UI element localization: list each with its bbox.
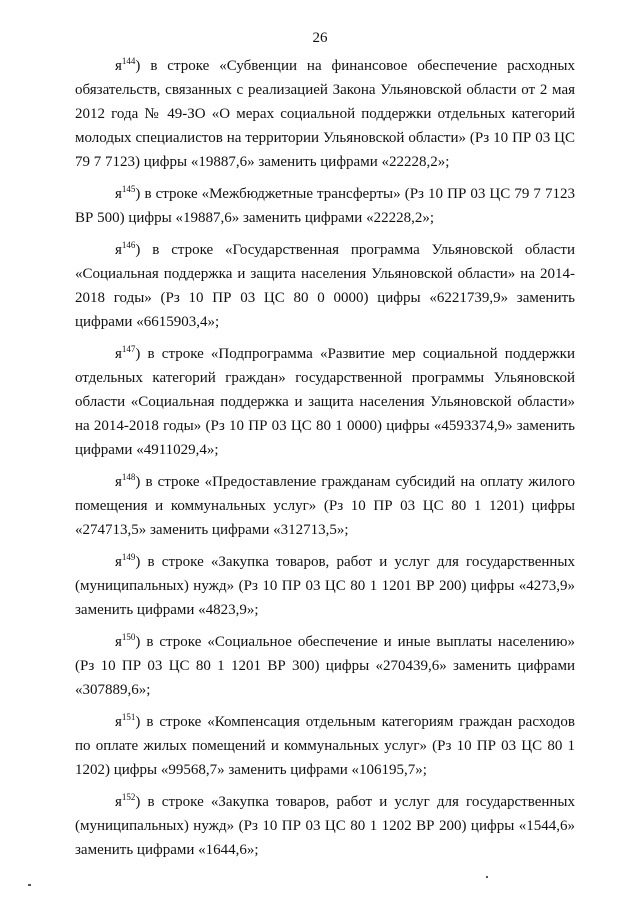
scan-speck	[28, 884, 31, 886]
amendment-item: $я^{152}$) в строке «Закупка товаров, работ и услуг для государственных (муниципальных) нужд» (Рз 10 ПР 03 ЦС 80 1 1202 ВР 200) цифры «1544,6» заменить цифрами «1644,6»;	[75, 792, 575, 858]
amendment-item: $я^{150}$) в строке «Социальное обеспечение и иные выплаты населению» (Рз 10 ПР 03 ЦС 80 1 1201 ВР 300) цифры «270439,6» заменить цифрами «307889,6»;	[75, 632, 575, 698]
page-number: 26	[312, 30, 328, 46]
amendment-item: $я^{147}$) в строке «Подпрограмма «Развитие мер социальной поддержки отдельных категорий граждан» государственной программы Ульяновской области «Социальная поддержка и защита населения Ульяновской области» на 2014-2018 годы» (Рз 10 ПР 03 ЦС 80 1 0000) цифры «4593374,9» заменить цифрами «4911029,4»;	[75, 344, 575, 458]
document-body	[75, 54, 575, 870]
amendment-item: $я^{148}$) в строке «Предоставление гражданам субсидий на оплату жилого помещения и коммунальных услуг» (Рз 10 ПР 03 ЦС 80 1 1201) цифры «274713,5» заменить цифрами «312713,5»;	[75, 472, 575, 538]
amendment-item: $я^{145}$) в строке «Межбюджетные трансферты» (Рз 10 ПР 03 ЦС 79 7 7123 ВР 500) цифры «19887,6» заменить цифрами «22228,2»;	[75, 184, 575, 226]
amendment-item: $я^{146}$) в строке «Государственная программа Ульяновской области «Социальная поддержка и защита населения Ульяновской области» на 2014-2018 годы» (Рз 10 ПР 03 ЦС 80 0 0000) цифры «6221739,9» заменить цифрами «6615903,4»;	[75, 240, 575, 330]
scan-speck	[486, 876, 488, 878]
amendment-item: $я^{144}$) в строке «Субвенции на финансовое обеспечение расходных обязательств, связанных с реализацией Закона Ульяновской области от 2 мая 2012 года № 49-ЗО «О мерах социальной поддержки отдельных категорий молодых специалистов на территории Ульяновской области» (Рз 10 ПР 03 ЦС 79 7 7123) цифры «19887,6» заменить цифрами «22228,2»;	[75, 56, 575, 170]
amendment-item: $я^{149}$) в строке «Закупка товаров, работ и услуг для государственных (муниципальных) нужд» (Рз 10 ПР 03 ЦС 80 1 1201 ВР 200) цифры «4273,9» заменить цифрами «4823,9»;	[75, 552, 575, 618]
amendment-item: $я^{151}$) в строке «Компенсация отдельным категориям граждан расходов по оплате жилых помещений и коммунальных услуг» (Рз 10 ПР 03 ЦС 80 1 1202) цифры «99568,7» заменить цифрами «106195,7»;	[75, 712, 575, 778]
